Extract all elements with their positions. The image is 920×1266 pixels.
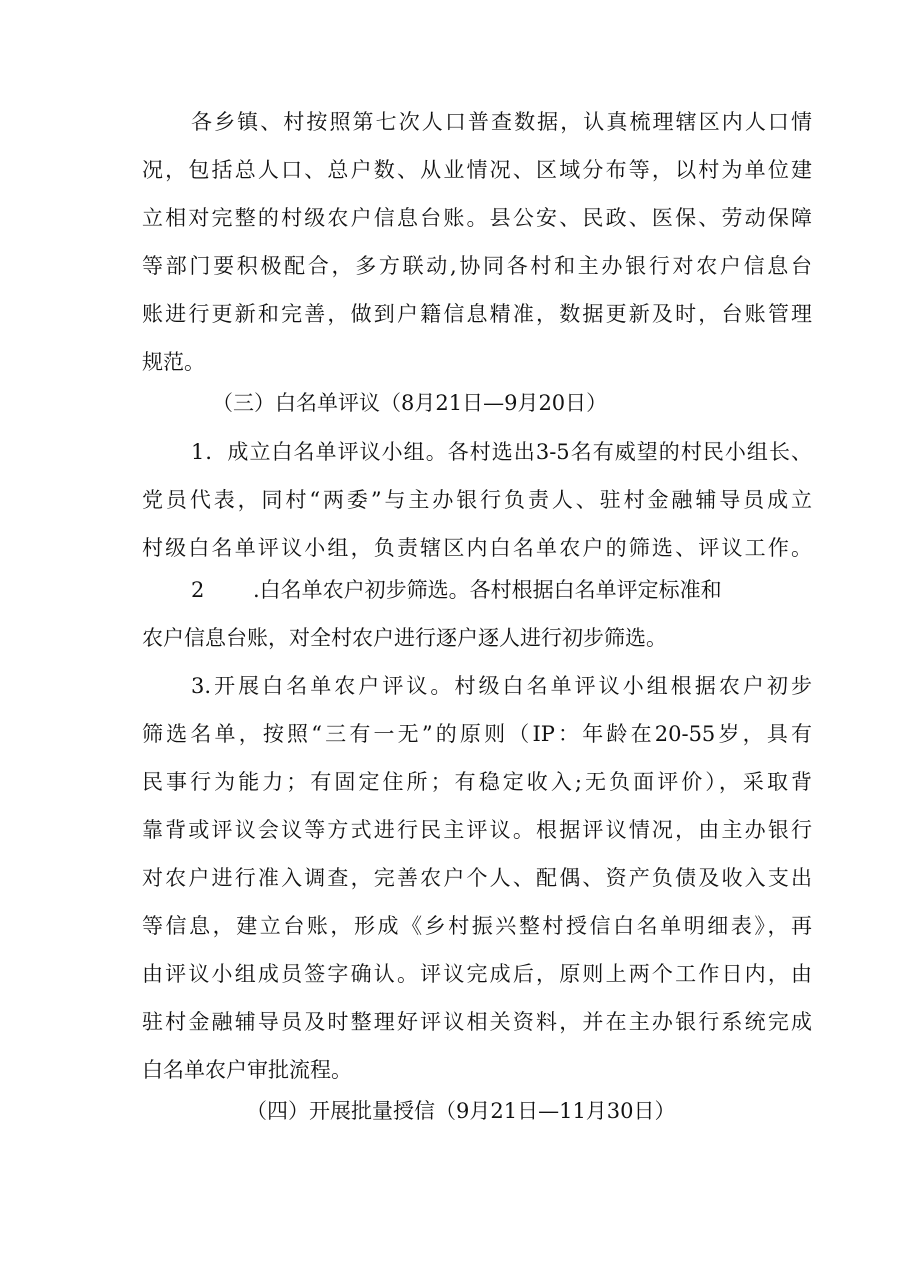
paragraph-line-12: 3.开展白名单农户评议。村级白名单评议小组根据农户初步 xyxy=(191,674,812,698)
paragraph-line-14: 民事行为能力；有固定住所；有稳定收入;无负面评价），采取背 xyxy=(142,770,812,794)
paragraph-line-6: 规范。 xyxy=(142,350,205,374)
list-number-2: 2 xyxy=(191,578,205,602)
paragraph-line-16: 对农户进行准入调查，完善农户个人、配偶、资产负债及收入支出 xyxy=(142,866,812,890)
paragraph-line-13: 筛选名单，按照“三有一无”的原则（IP：年龄在20-55岁，具有 xyxy=(142,722,812,746)
paragraph-line-1: 各乡镇、村按照第七次人口普查数据，认真梳理辖区内人口情 xyxy=(191,110,812,134)
paragraph-line-7: 1．成立白名单评议小组。各村选出3-5名有威望的村民小组长、 xyxy=(191,440,812,464)
paragraph-line-2: 况，包括总人口、总户数、从业情况、区域分布等，以村为单位建 xyxy=(142,158,812,182)
paragraph-line-4: 等部门要积极配合，多方联动,协同各村和主办银行对农户信息台 xyxy=(142,254,812,278)
paragraph-line-3: 立相对完整的村级农户信息台账。县公安、民政、医保、劳动保障 xyxy=(142,206,812,230)
paragraph-line-8: 党员代表，同村“两委”与主办银行负责人、驻村金融辅导员成立 xyxy=(142,488,812,512)
paragraph-line-18: 由评议小组成员签字确认。评议完成后，原则上两个工作日内，由 xyxy=(142,962,812,986)
paragraph-line-17: 等信息，建立台账，形成《乡村振兴整村授信白名单明细表》，再 xyxy=(142,914,812,938)
paragraph-line-5: 账进行更新和完善，做到户籍信息精准，数据更新及时，台账管理 xyxy=(142,302,812,326)
paragraph-line-19: 驻村金融辅导员及时整理好评议相关资料，并在主办银行系统完成 xyxy=(142,1010,812,1034)
paragraph-line-11: 农户信息台账，对全村农户进行逐户逐人进行初步筛选。 xyxy=(142,626,667,650)
section-heading-3: （三）白名单评议（8月21日—9月20日） xyxy=(212,391,608,415)
section-heading-4: （四）开展批量授信（9月21日—11月30日） xyxy=(246,1099,676,1123)
paragraph-line-15: 靠背或评议会议等方式进行民主评议。根据评议情况，由主办银行 xyxy=(142,818,812,842)
paragraph-line-20: 白名单农户审批流程。 xyxy=(142,1058,352,1082)
paragraph-line-9: 村级白名单评议小组，负责辖区内白名单农户的筛选、评议工作。 xyxy=(142,536,812,560)
paragraph-line-10: .白名单农户初步筛选。各村根据白名单评定标准和 xyxy=(253,578,722,602)
